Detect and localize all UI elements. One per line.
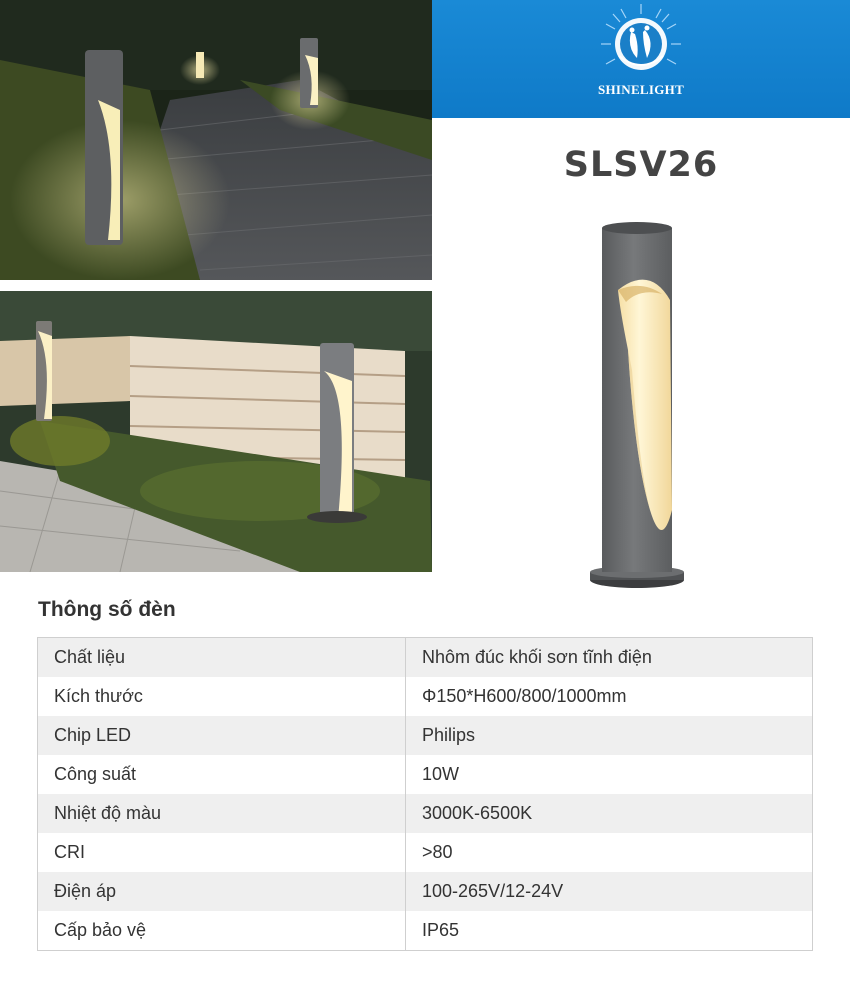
photo-walkway-planter [0,291,432,572]
spec-label: Nhiệt độ màu [38,794,406,833]
spec-value: 10W [406,755,813,794]
spec-value: Φ150*H600/800/1000mm [406,677,813,716]
table-row [38,794,813,833]
spec-label: Chất liệu [38,638,406,678]
spec-heading: Thông số đèn [38,598,176,621]
brand-logo-panel [432,0,850,118]
spec-value: 3000K-6500K [406,794,813,833]
table-row [38,911,813,951]
spec-label: CRI [38,833,406,872]
brand-name: SHINELIGHT [597,82,685,97]
spec-value: Nhôm đúc khối sơn tĩnh điện [406,638,813,678]
spec-table [37,637,813,951]
spec-label: Cấp bảo vệ [38,911,406,951]
table-row [38,677,813,716]
spec-label: Công suất [38,755,406,794]
product-model-title: SLSV26 [563,145,719,185]
spec-label: Kích thước [38,677,406,716]
table-row [38,872,813,911]
spec-value: IP65 [406,911,813,951]
shinelight-logo-icon [432,0,850,118]
spec-label: Điện áp [38,872,406,911]
product-render-bollard [580,210,710,600]
table-row [38,755,813,794]
spec-value: 100-265V/12-24V [406,872,813,911]
spec-label: Chip LED [38,716,406,755]
table-row [38,833,813,872]
table-row [38,716,813,755]
photo-garden-path [0,0,432,280]
spec-value: >80 [406,833,813,872]
table-row [38,638,813,678]
spec-value: Philips [406,716,813,755]
